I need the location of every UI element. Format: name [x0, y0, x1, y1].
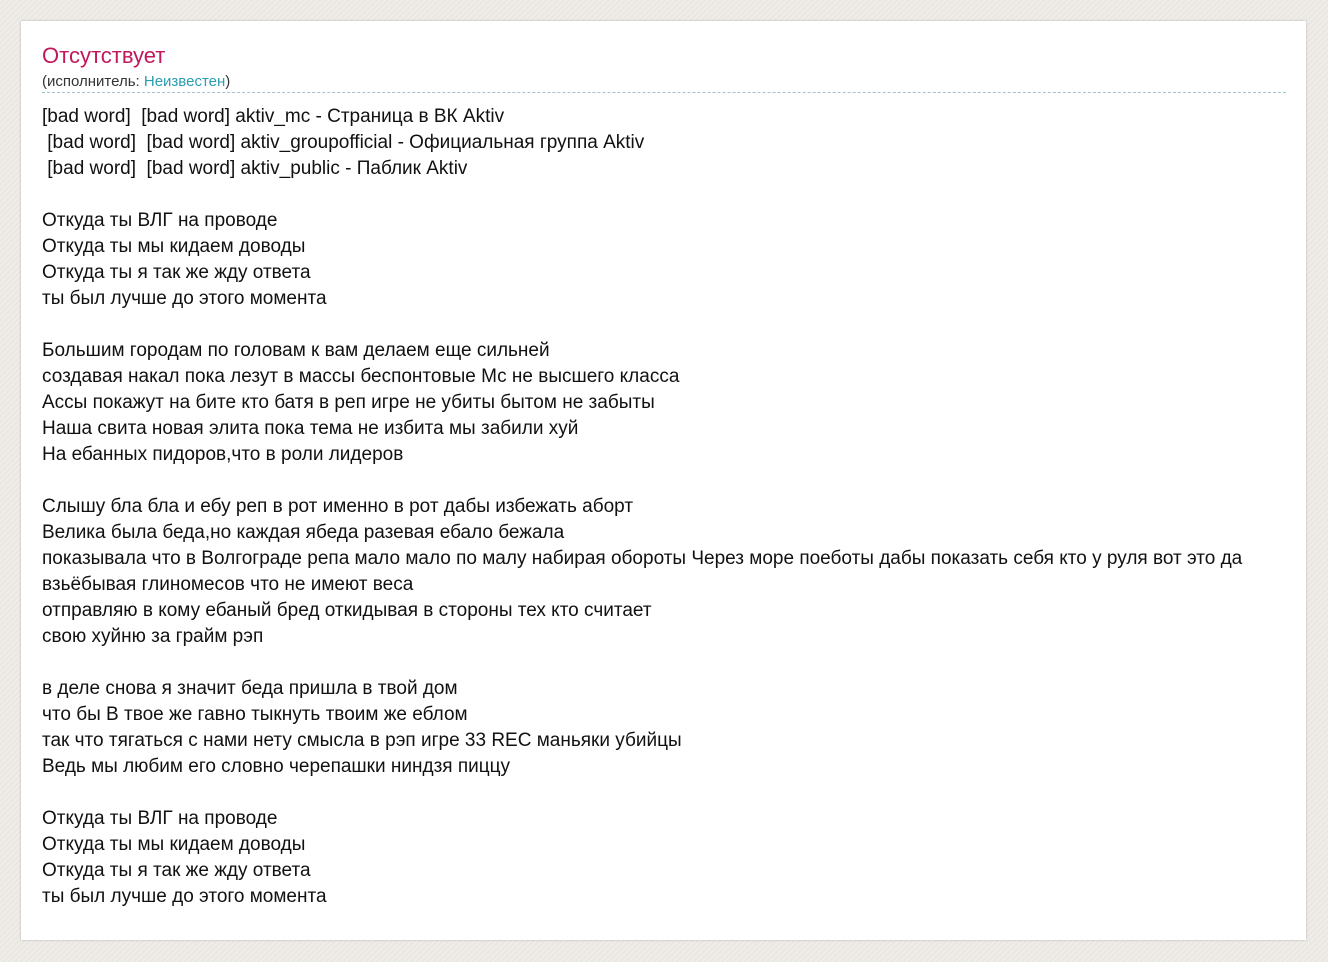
- artist-prefix: (исполнитель:: [42, 73, 144, 90]
- artist-line: [42, 73, 230, 91]
- title-divider: [42, 92, 1286, 93]
- artist-link[interactable]: Неизвестен: [143, 73, 226, 90]
- lyrics-text: [bad word] [bad word] aktiv_mc - Страница в ВК Aktiv [bad word] [bad word] aktiv_groupofficial - Официальная группа Aktiv [bad word] [bad word] aktiv_public - Паблик Aktiv Откуда ты ВЛГ на проводе Откуда ты мы кидаем доводы Откуда ты я так же жду ответа ты был лучше до этого момента Большим городам по головам к вам делаем еще сильней создавая накал пока лезут в массы беспонтовые Мс не высшего класса Ассы покажут на бите кто батя в реп игре не убиты бытом не забыты Наша свита новая элита пока тема не избита мы забили хуй На ебанных пидоров,что в роли лидеров Слышу бла бла и ебу реп в рот именно в рот дабы избежать аборт Велика была беда,но каждая ябеда разевая ебало бежала показывала что в Волгограде репа мало мало по малу набирая обороты Через море поеботы дабы показать себя кто у руля вот это да взьёбывая глиномесов что не имеют веса отправляю в кому ебаный бред откидывая в стороны тех кто считает свою хуйню за грайм рэп в деле снова я значит беда пришла в твой дом что бы В твое же гавно тыкнуть твоим же еблом так что тягаться с нами нету смысла в рэп игре 33 REC маньяки убийцы Ведь мы любим его словно черепашки ниндзя пиццу Откуда ты ВЛГ на проводе Откуда ты мы кидаем доводы Откуда ты я так же жду ответа ты был лучше до этого момента: [42, 106, 1243, 907]
- artist-suffix: ): [225, 73, 231, 90]
- lyrics-card: [21, 21, 1306, 940]
- song-title: Отсутствует: [42, 43, 166, 68]
